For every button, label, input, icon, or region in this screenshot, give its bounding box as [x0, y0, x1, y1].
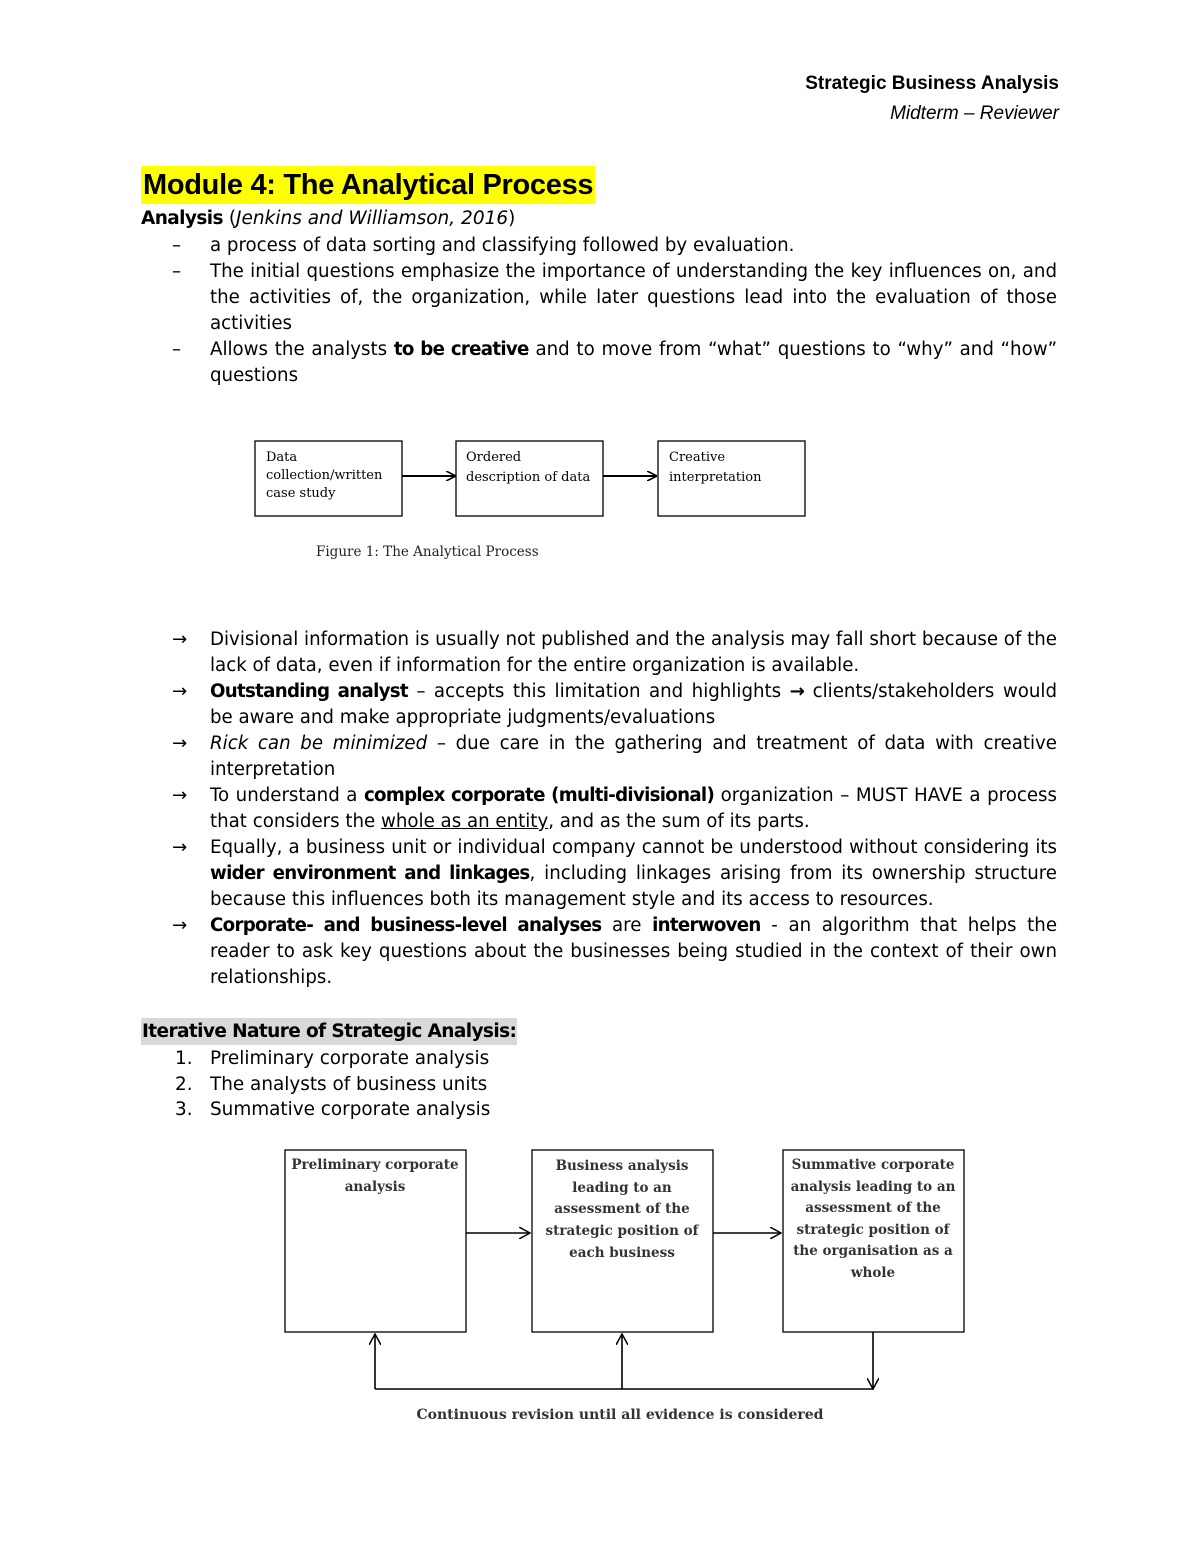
analysis-citation: Jenkins and Williamson, 2016: [236, 208, 509, 229]
arrow-marker: →: [172, 681, 188, 702]
figure1-box2-line2: description of data: [466, 470, 591, 485]
figure1-box1-line3: case study: [266, 486, 336, 501]
figure2-box1-line1: Preliminary corporate: [291, 1157, 459, 1173]
iterative-step-list: [172, 1046, 490, 1123]
list-item: → Divisional information is usually not published and the analysis may fall short because of the lack of data, even if information for the entire organization is available.: [172, 629, 1057, 676]
list-item: → Corporate- and business-level analyses are interwoven - an algorithm that helps the reader to ask key questions about the businesses being studied in the context of their own relationships.: [172, 915, 1058, 988]
figure2-box2-line5: each business: [569, 1245, 675, 1261]
list-item: 2. The analysts of business units: [175, 1073, 488, 1095]
list-item: → Rick can be minimized – due care in the gathering and treatment of data with creative interpretation: [172, 733, 1057, 780]
dash-marker: –: [172, 261, 182, 282]
document-subtitle: Midterm – Reviewer: [890, 103, 1059, 124]
list-item: – Allows the analysts to be creative and to move from “what” questions to “why” and “how” questions: [172, 339, 1057, 386]
figure2-box1-line2: analysis: [344, 1179, 406, 1195]
arrow-marker: →: [172, 785, 188, 806]
figure1-analytical-process: [255, 441, 805, 560]
arrow-marker: →: [172, 915, 188, 936]
list-item: 1. Preliminary corporate analysis: [175, 1048, 490, 1069]
figure2-box3-line5: the organisation as a: [793, 1243, 953, 1259]
list-item: – a process of data sorting and classifying followed by evaluation.: [172, 233, 1057, 259]
figure1-box3-line2: interpretation: [669, 470, 762, 485]
figure2-box2-line4: strategic position of: [545, 1223, 699, 1239]
figure1-caption: Figure 1: The Analytical Process: [316, 544, 539, 560]
figure2-box3-line1: Summative corporate: [791, 1157, 955, 1173]
figure2-box-business: [532, 1150, 713, 1332]
figure2-box-preliminary: [285, 1150, 466, 1332]
figure2-iterative-process: [285, 1150, 964, 1423]
list-item: → Equally, a business unit or individual company cannot be understood without considering its wider environment and linkages, including linkages arising from its ownership structure because this influences both its management style and its access to resources.: [172, 837, 1057, 910]
dash-marker: –: [172, 339, 182, 360]
list-item: → To understand a complex corporate (multi-divisional) organization – MUST HAVE a process that considers the whole as an entity, and as the sum of its parts.: [172, 785, 1057, 832]
figure1-box2-line1: Ordered: [466, 450, 522, 465]
figure2-caption: Continuous revision until all evidence is considered: [416, 1407, 824, 1423]
arrow-point-list: [172, 627, 1057, 991]
figure2-box2-line2: leading to an: [572, 1180, 672, 1196]
figure2-box3-line3: assessment of the: [805, 1200, 941, 1216]
figure1-box3-line1: Creative: [669, 450, 726, 465]
dash-marker: –: [172, 235, 182, 256]
figure2-box2-line3: assessment of the: [554, 1201, 690, 1217]
iterative-heading: Iterative Nature of Strategic Analysis:: [141, 1018, 517, 1045]
module-title: Module 4: The Analytical Process: [141, 166, 595, 204]
figure1-box1-line1: Data: [266, 450, 298, 465]
analysis-term: Analysis: [141, 208, 223, 229]
course-title: Strategic Business Analysis: [805, 73, 1059, 94]
arrow-marker: →: [172, 733, 188, 754]
figure2-box3-line2: analysis leading to an: [790, 1179, 956, 1195]
figure2-box3-line6: whole: [850, 1265, 896, 1281]
figure1-box1-line2: collection/written: [266, 468, 383, 483]
arrow-marker: →: [172, 837, 188, 858]
arrow-marker: →: [172, 629, 188, 650]
figure2-box3-line4: strategic position of: [796, 1222, 950, 1238]
list-item: → Outstanding analyst – accepts this limitation and highlights → clients/stakeholders would be aware and make appropriate judgments/evaluations: [172, 681, 1057, 728]
list-item: 3. Summative corporate analysis: [175, 1099, 491, 1120]
figure2-box-summative: [783, 1150, 964, 1332]
analysis-subheading: Analysis (Jenkins and Williamson, 2016): [141, 208, 516, 229]
list-item: – The initial questions emphasize the importance of understanding the key influences on, and the activities of, the organization, while later questions lead into the evaluation of those activities: [172, 261, 1057, 334]
figure2-box2-line1: Business analysis: [555, 1158, 689, 1174]
